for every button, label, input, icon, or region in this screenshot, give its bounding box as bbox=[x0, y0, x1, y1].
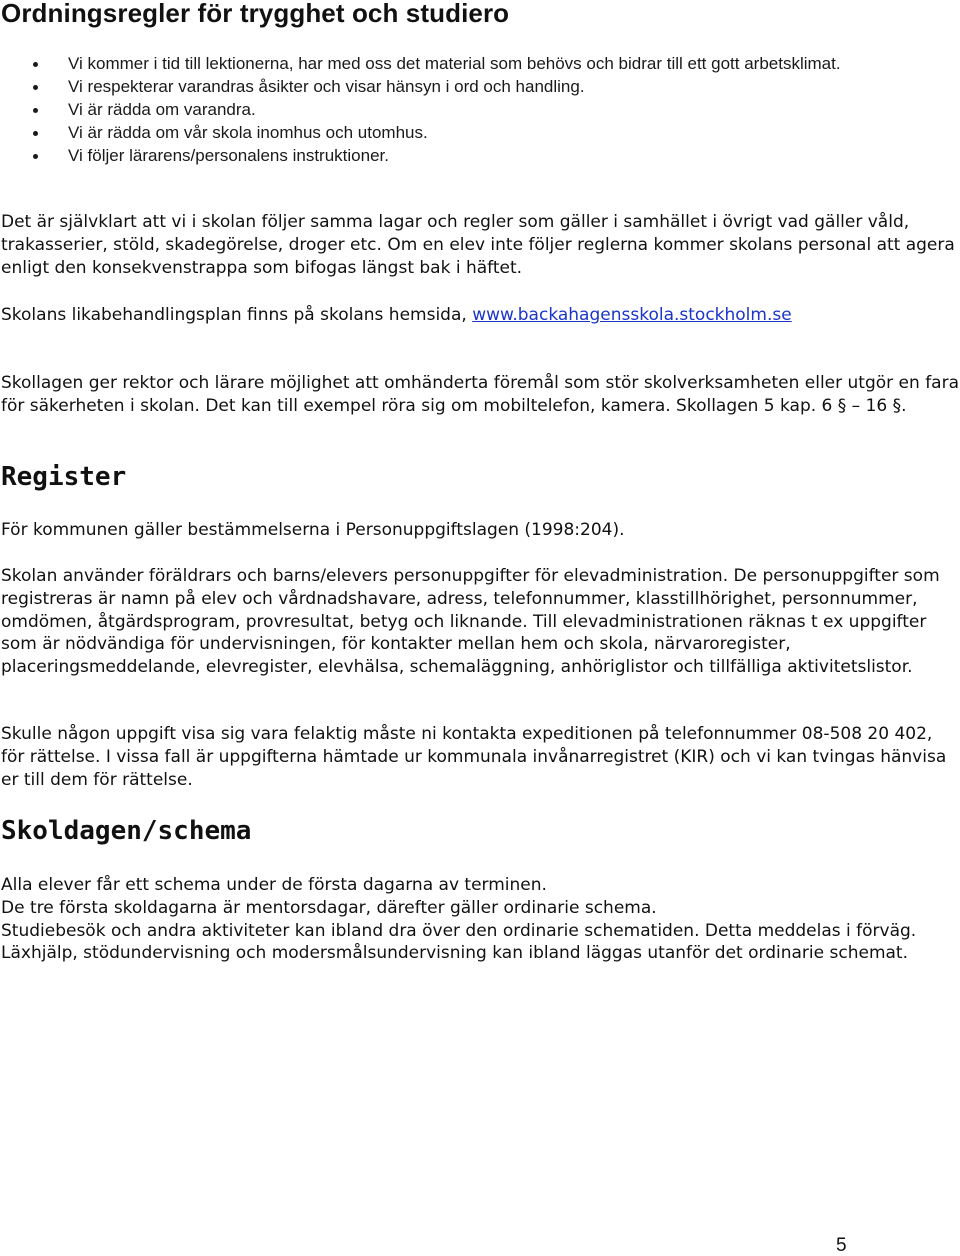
list-item-text: Vi respekterar varandras åsikter och visar hänsyn i ord och handling. bbox=[68, 77, 585, 96]
list-item bbox=[0, 98, 928, 121]
schedule-line: De tre första skoldagarna är mentorsdagar, därefter gäller ordinarie schema. bbox=[1, 897, 657, 918]
schedule-line: Alla elever får ett schema under de första dagarna av terminen. bbox=[1, 875, 547, 895]
page-title: Ordningsregler för trygghet och studiero bbox=[1, 0, 510, 28]
bullet-icon bbox=[33, 154, 38, 159]
list-item-text: Vi är rädda om vår skola inomhus och utomhus. bbox=[68, 123, 428, 142]
register-text-3: Skulle någon uppgift visa sig vara felaktig måste ni kontakta expeditionen på telefonnummer 08-508 20 402, för rättelse. I vissa fall är uppgifterna hämtade ur kommunala invånarregistret (KIR) och vi kan tvingas hänvisa er till dem för rättelse. bbox=[1, 724, 947, 790]
rules-list bbox=[0, 52, 958, 167]
list-item-text: Vi följer lärarens/personalens instruktioner. bbox=[68, 146, 389, 165]
equality-plan-paragraph bbox=[1, 304, 959, 327]
list-item bbox=[0, 144, 928, 167]
schedule-line: Studiebesök och andra aktiviteter kan ibland dra över den ordinarie schematiden. Detta meddelas i förväg. bbox=[1, 920, 917, 941]
equality-plan-line bbox=[1, 304, 959, 327]
register-heading: Register bbox=[1, 462, 127, 492]
list-item bbox=[0, 52, 928, 75]
equality-plan-text: Skolans likabehandlingsplan finns på skolans hemsida, bbox=[1, 305, 473, 325]
list-item-text: Vi kommer i tid till lektionerna, har med oss det material som behövs och bidrar till ett gott arbetsklimat. bbox=[68, 54, 841, 73]
bullet-icon bbox=[33, 85, 38, 90]
schedule-line: Läxhjälp, stödundervisning och modersmålsundervisning kan ibland läggas utanför det ordinarie schemat. bbox=[1, 943, 908, 964]
list-item bbox=[0, 121, 928, 144]
school-law-paragraph bbox=[1, 372, 959, 418]
schedule-heading: Skoldagen/schema bbox=[1, 816, 252, 846]
bullet-icon bbox=[33, 62, 38, 67]
schedule-paragraph bbox=[1, 874, 959, 965]
register-paragraph-1 bbox=[1, 519, 959, 542]
list-item-text: Vi är rädda om varandra. bbox=[68, 100, 256, 119]
register-text-2: Skolan använder föräldrars och barns/elevers personuppgifter för elevadministration. De personuppgifter som registreras är namn på elev och vårdnadshavare, adress, telefonnummer, klasstillhörighet, personnummer, omdömen, åtgärdsprogram, provresultat, betyg och liknande. Till elevadministrationen räknas t ex uppgifter som är nödvändiga för undervisningen, för kontakter mellan hem och skola, närvaroregister, placeringsmeddelande, elevregister, elevhälsa, schemaläggning, anhöriglistor och tillfälliga aktivitetslistor. bbox=[1, 566, 940, 678]
school-website-link[interactable]: www.backahagensskola.stockholm.se bbox=[472, 305, 792, 325]
register-paragraph-3 bbox=[1, 723, 959, 791]
bullet-icon bbox=[33, 108, 38, 113]
laws-text: Det är självklart att vi i skolan följer samma lagar och regler som gäller i samhället i övrigt vad gäller våld, trakasserier, stöld, skadegörelse, droger etc. Om en elev inte följer reglerna kommer skolans personal att agera enligt den konsekvenstrappa som bifogas längst bak i häftet. bbox=[1, 212, 955, 278]
page-number: 5 bbox=[836, 1235, 847, 1256]
school-law-text: Skollagen ger rektor och lärare möjlighet att omhänderta föremål som stör skolverksamheten eller utgör en fara för säkerheten i skolan. Det kan till exempel röra sig om mobiltelefon, kamera. Skollagen 5 kap. 6 § – 16 §. bbox=[1, 373, 960, 416]
list-item bbox=[0, 75, 928, 98]
bullet-icon bbox=[33, 131, 38, 136]
laws-paragraph bbox=[1, 211, 959, 279]
register-text-1: För kommunen gäller bestämmelserna i Personuppgiftslagen (1998:204). bbox=[1, 520, 625, 540]
register-paragraph-2 bbox=[1, 565, 959, 679]
